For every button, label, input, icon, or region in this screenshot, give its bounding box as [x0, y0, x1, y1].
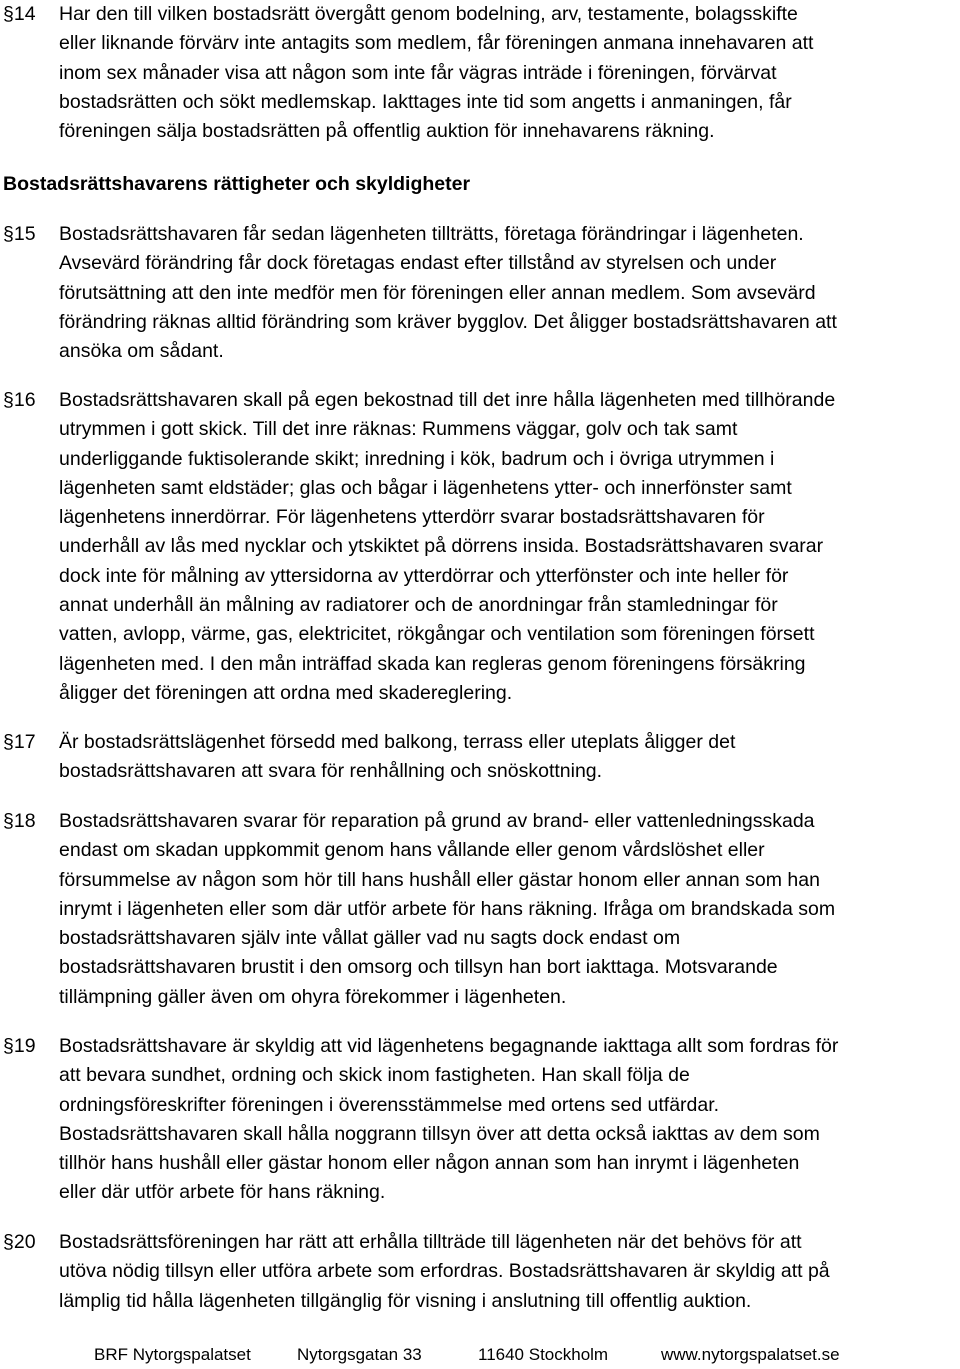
text-line: utöva nödig tillsyn eller utföra arbete som erfordras. Bostadsrättshavaren är skyldig att på — [59, 1260, 830, 1283]
text-line: Bostadsrättshavaren skall hålla noggrann tillsyn över att detta också iakttas av dem som — [59, 1122, 820, 1145]
section-number: §16 — [3, 389, 36, 411]
section-text — [59, 0, 959, 146]
text-line: annat underhåll än målning av radiatorer och de anordningar från stamledningar för — [59, 594, 778, 617]
section-text — [59, 1228, 959, 1316]
section-heading: Bostadsrättshavarens rättigheter och skyldigheter — [3, 173, 471, 195]
text-line: föreningen sälja bostadsrätten på offentlig auktion för innehavarens räkning. — [59, 120, 715, 143]
text-line: att bevara sundhet, ordning och skick inom fastigheten. Han skall följa de — [59, 1064, 690, 1087]
text-line: underhåll av lås med nycklar och ytskiktet på dörrens insida. Bostadsrättshavaren svarar — [59, 535, 824, 558]
text-line: Bostadsrättsföreningen har rätt att erhålla tillträde till lägenheten när det behövs för att — [59, 1231, 802, 1253]
text-line: dock inte för målning av yttersidorna av ytterdörrar och ytterfönster och inte heller för — [59, 564, 789, 587]
text-line: bostadsrättshavaren själv inte vållat gäller vad nu sagts dock endast om — [59, 927, 681, 950]
text-line: lägenheten samt eldstäder; glas och bågar i lägenhetens ytter- och innerfönster samt — [59, 476, 792, 499]
text-line: tillämpning gäller även om ohyra förekommer i lägenheten. — [59, 985, 567, 1008]
text-line: förändring räknas alltid förändring som kräver bygglov. Det åligger bostadsrättshavaren att — [59, 310, 837, 333]
text-line: bostadsrättshavaren att svara för renhållning och snöskottning. — [59, 760, 603, 783]
footer-website-link[interactable]: www.nytorgspalatset.se — [661, 1345, 840, 1364]
section-number: §15 — [3, 223, 36, 245]
text-line: bostadsrättshavaren brustit i den omsorg och tillsyn han bort iakttaga. Motsvarande — [59, 956, 778, 979]
text-line: Bostadsrättshavaren svarar för reparation på grund av brand- eller vattenledningsskada — [59, 810, 815, 832]
text-line: Har den till vilken bostadsrätt övergått genom bodelning, arv, testamente, bolagsskifte — [59, 3, 798, 25]
text-line: åligger det föreningen att ordna med skadereglering. — [59, 681, 513, 704]
text-line: lämplig tid hålla lägenheten tillgänglig för visning i anslutning till offentlig auktion. — [59, 1289, 752, 1312]
text-line: förutsättning att den inte medför men för föreningen eller annan medlem. Som avsevärd — [59, 281, 816, 304]
section-text — [59, 728, 959, 787]
text-line: Avsevärd förändring får dock företagas endast efter tillstånd av styrelsen och under — [59, 252, 777, 275]
text-line: Bostadsrättshavaren får sedan lägenheten tillträtts, företaga förändringar i lägenheten. — [59, 223, 804, 245]
text-line: ansöka om sådant. — [59, 340, 224, 363]
section-text — [59, 386, 959, 708]
footer-street-address: Nytorgsgatan 33 — [297, 1345, 422, 1364]
text-line: Är bostadsrättslägenhet försedd med balkong, terrass eller uteplats åligger det — [59, 731, 736, 753]
footer-postal-address: 11640 Stockholm — [478, 1345, 609, 1364]
text-line: lägenheten med. I den mån inträffad skada kan regleras genom föreningens försäkring — [59, 652, 806, 675]
text-line: bostadsrätten och sökt medlemskap. Iakttages inte tid som angetts i anmaningen, får — [59, 90, 792, 113]
text-line: inom sex månader visa att någon som inte får vägras inträde i föreningen, förvärvat — [59, 61, 777, 84]
section-number: §18 — [3, 810, 36, 832]
text-line: Bostadsrättshavare är skyldig att vid lägenhetens begagnande iakttaga allt som fordras för — [59, 1035, 839, 1057]
section-number: §14 — [3, 3, 36, 25]
section-number: §19 — [3, 1035, 36, 1057]
text-line: ordningsföreskrifter föreningen i överensstämmelse med ortens sed utfärdar. — [59, 1093, 720, 1116]
section-number: §17 — [3, 731, 36, 753]
text-line: endast om skadan uppkommit genom hans vållande eller genom vårdslöshet eller — [59, 839, 765, 862]
text-line: tillhör hans hushåll eller gästar honom eller någon annan som han inrymt i lägenheten — [59, 1152, 800, 1175]
section-number: §20 — [3, 1231, 36, 1253]
text-line: utrymmen i gott skick. Till det inre räknas: Rummens väggar, golv och tak samt — [59, 418, 738, 441]
section-text — [59, 1032, 959, 1208]
footer-organization-name: BRF Nytorgspalatset — [94, 1345, 251, 1364]
section-text — [59, 807, 959, 1012]
text-line: vatten, avlopp, värme, gas, elektricitet, rökgångar och ventilation som föreningen försett — [59, 623, 815, 646]
section-text — [59, 220, 959, 366]
text-line: eller liknande förvärv inte antagits som medlem, får föreningen anmana innehavaren att — [59, 32, 814, 55]
text-line: Bostadsrättshavaren skall på egen bekostnad till det inre hålla lägenheten med tillhörande — [59, 389, 836, 411]
text-line: underliggande fuktisolerande skikt; inredning i kök, badrum och i övriga utrymmen i — [59, 447, 775, 470]
text-line: försummelse av någon som hör till hans hushåll eller gästar honom eller annan som han — [59, 868, 820, 891]
text-line: inrymt i lägenheten eller som där utför arbete för hans räkning. Ifråga om brandskada som — [59, 897, 836, 920]
text-line: eller där utför arbete för hans räkning. — [59, 1181, 386, 1204]
text-line: lägenhetens innerdörrar. För lägenhetens ytterdörr svarar bostadsrättshavaren för — [59, 506, 765, 529]
